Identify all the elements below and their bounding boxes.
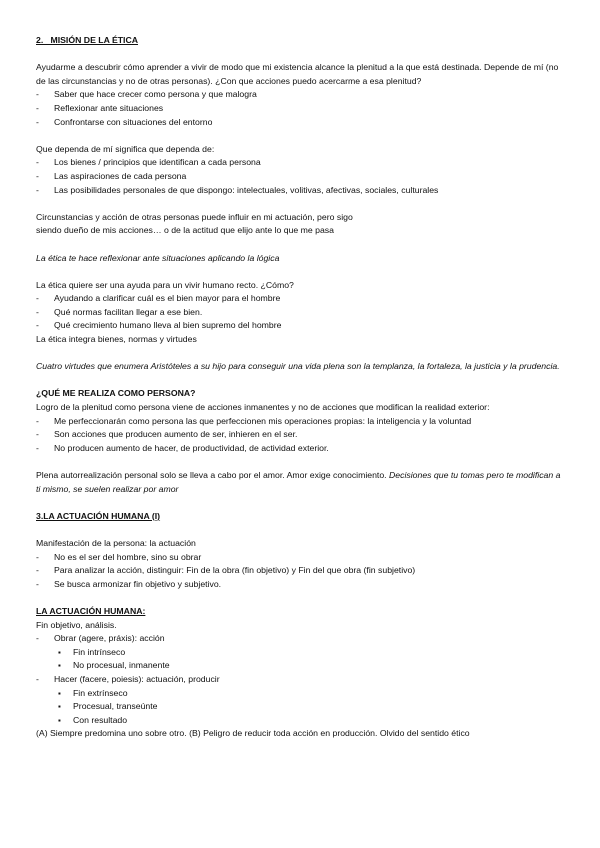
list-item: - Saber que hace crecer como persona y que malogra: [36, 88, 566, 102]
paragraph: Circunstancias y acción de otras personas puede influir en mi actuación, pero sigo: [36, 211, 353, 222]
list-item: - Qué normas facilitan llegar a ese bien.: [36, 306, 566, 320]
italic-note: La ética te hace reflexionar ante situaciones aplicando la lógica: [36, 252, 280, 263]
list-item: - No es el ser del hombre, sino su obrar: [36, 551, 566, 565]
italic-note: Cuatro virtudes que enumera Aristóteles a su hijo para conseguir una vida plena son la templanza, la fortaleza, la justicia y la prudencia.: [36, 361, 560, 372]
sub-list-item: ▪ No procesual, inmanente: [36, 659, 566, 673]
paragraph: Manifestación de la persona: la actuación: [36, 537, 196, 548]
list-item: - Son acciones que producen aumento de ser, inhieren en el ser.: [36, 428, 566, 442]
list-item: - Confrontarse con situaciones del entorno: [36, 116, 566, 130]
sub-list-item: ▪ Procesual, transeúnte: [36, 700, 566, 714]
list-item: - Los bienes / principios que identifican a cada persona: [36, 156, 566, 170]
list-item: - Ayudando a clarificar cuál es el bien mayor para el hombre: [36, 292, 566, 306]
list-item: - Se busca armonizar fin objetivo y subjetivo.: [36, 578, 566, 592]
paragraph: La ética quiere ser una ayuda para un vivir humano recto. ¿Cómo?: [36, 279, 294, 290]
paragraph: Logro de la plenitud como persona viene de acciones inmanentes y no de acciones que modifican la realidad exterior:: [36, 402, 490, 413]
paragraph: Fin objetivo, análisis.: [36, 619, 117, 630]
list-item: - Las posibilidades personales de que dispongo: intelectuales, volitivas, afectivas, sociales, culturales: [36, 184, 566, 198]
actuacion-title: LA ACTUACIÓN HUMANA:: [36, 605, 146, 616]
section-3-title: 3.LA ACTUACIÓN HUMANA (I): [36, 510, 161, 521]
italic-note: Decisiones que tu tomas pero te modifican a ti mismo, se suelen realizar por amor: [36, 470, 561, 494]
paragraph: [36, 469, 566, 496]
paragraph: siendo dueño de mis acciones… o de la actitud que elijo ante lo que me pasa: [36, 225, 334, 236]
paragraph: La ética integra bienes, normas y virtudes: [36, 334, 197, 345]
list-item: - Obrar (agere, práxis): acción: [36, 632, 566, 646]
sub-list-item: ▪ Fin extrínseco: [36, 687, 566, 701]
list-item: - Reflexionar ante situaciones: [36, 102, 566, 116]
list-item: - No producen aumento de hacer, de productividad, de actividad exterior.: [36, 442, 566, 456]
section-2-title: 2. MISIÓN DE LA ÉTICA: [36, 35, 139, 45]
list-item: - Me perfeccionarán como persona las que perfeccionen mis operaciones propias: la inteligencia y la voluntad: [36, 415, 566, 429]
persona-title: ¿QUÉ ME REALIZA COMO PERSONA?: [36, 388, 196, 399]
list-item: - Las aspiraciones de cada persona: [36, 170, 566, 184]
sub-list-item: ▪ Fin intrínseco: [36, 646, 566, 660]
paragraph-text: Plena autorrealización personal solo se lleva a cabo por el amor. Amor exige conocimiento.: [36, 470, 387, 480]
list-item: - Hacer (facere, poiesis): actuación, producir: [36, 673, 566, 687]
list-item: - Para analizar la acción, distinguir: Fin de la obra (fin objetivo) y Fin del que obra (fin subjetivo): [36, 564, 566, 578]
list-item: - Qué crecimiento humano lleva al bien supremo del hombre: [36, 319, 566, 333]
sub-list-item: ▪ Con resultado: [36, 714, 566, 728]
paragraph: Que dependa de mí significa que dependa de:: [36, 143, 215, 154]
document-page: [36, 34, 566, 741]
paragraph: (A) Siempre predomina uno sobre otro. (B) Peligro de reducir toda acción en producción. Olvido del sentido ético: [36, 728, 470, 739]
paragraph: Ayudarme a descubrir cómo aprender a vivir de modo que mi existencia alcance la plenitud a la que está destinada. Depende de mí (no de las circunstancias y no de otras personas). ¿Con que acciones puedo acercarme a esa plenitud?: [36, 62, 559, 86]
